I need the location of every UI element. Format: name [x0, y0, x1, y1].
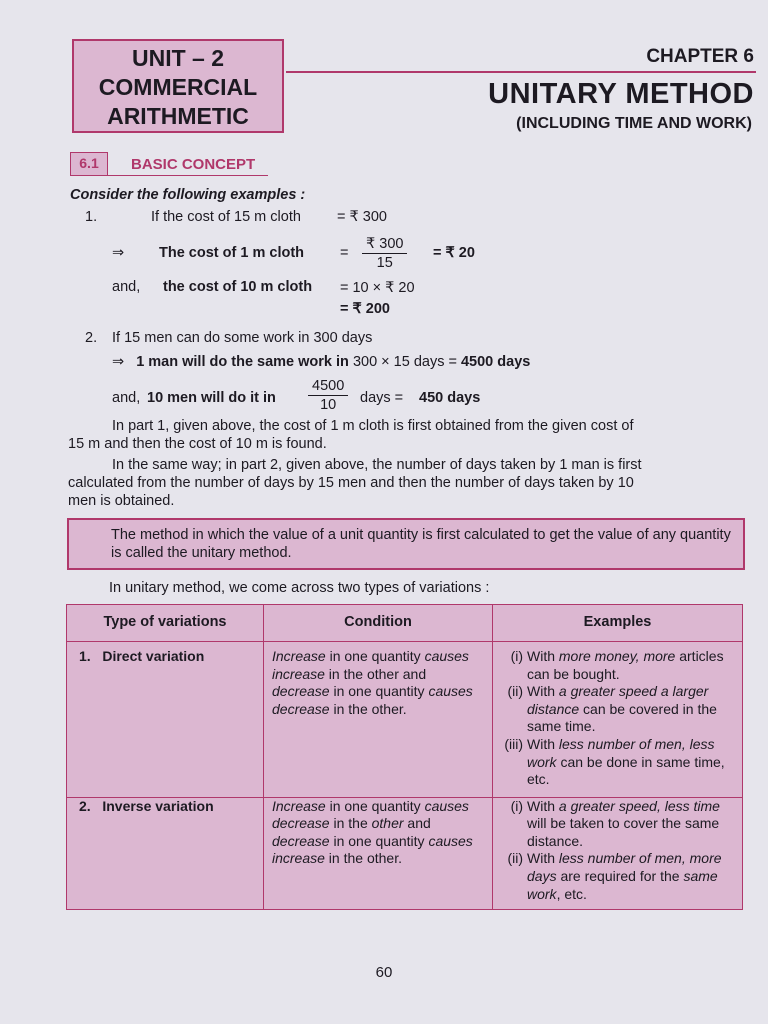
arrow-glyph: ⇒ — [112, 354, 125, 370]
fraction-numerator: ₹ 300 — [362, 235, 407, 254]
implies-arrow-2 — [112, 353, 530, 371]
cond-text: Increase — [272, 797, 326, 814]
example-index: (i) — [510, 797, 523, 814]
example-item — [493, 798, 738, 851]
cond-text: causes decrease — [272, 797, 469, 832]
cond-text: causes decrease — [272, 683, 473, 717]
example2-line1: If 15 men can do some work in 300 days — [112, 330, 373, 346]
cond-text: in one quantity — [329, 683, 429, 700]
row2-condition — [264, 797, 493, 909]
ex-text: With — [527, 683, 559, 700]
chapter-label: CHAPTER 6 — [646, 46, 754, 67]
example-index: (i) — [510, 648, 523, 664]
example2-line3-end: 450 days — [419, 390, 481, 406]
header-rule — [286, 71, 756, 73]
ex-text: With — [527, 735, 559, 752]
row1-condition — [264, 642, 493, 798]
ex-text: a greater speed, less time — [558, 797, 720, 814]
ex-text: less number of men, less work — [527, 735, 715, 770]
cond-text: in the other. — [324, 850, 402, 867]
section-title: BASIC CONCEPT — [131, 156, 256, 173]
ex-text: With — [527, 850, 559, 867]
example1-fraction — [362, 235, 407, 272]
cond-text: other — [371, 815, 404, 832]
example1-line3-right: = 10 × ₹ 20 — [340, 280, 415, 296]
example2-number: 2. — [85, 330, 98, 346]
cond-text: causes increase — [272, 648, 469, 682]
cond-text: Increase — [272, 648, 326, 664]
row1-type: 1. Direct variation — [67, 642, 264, 798]
ex-text: more money, more — [558, 648, 676, 664]
example2-line2-end: 4500 days — [460, 354, 531, 370]
section-number: 6.1 — [70, 152, 108, 176]
ex-text: less number of men, more days — [527, 850, 722, 885]
cond-text: in the other and — [324, 665, 427, 682]
example-item — [493, 736, 738, 789]
example1-equals: = — [340, 245, 349, 261]
ex-text: are required for the — [556, 868, 684, 885]
example1-line3-left: the cost of 10 m cloth — [163, 279, 313, 295]
example2-line2-mid: 300 × 15 days = — [352, 354, 457, 370]
row2-examples — [493, 797, 743, 909]
table-row — [67, 642, 743, 798]
variations-table — [66, 604, 743, 910]
header-type: Type of variations — [67, 605, 264, 642]
cond-text: in one quantity — [329, 832, 429, 849]
intro-text: Consider the following examples : — [70, 187, 306, 203]
variations-intro: In unitary method, we come across two types of variations : — [109, 580, 490, 596]
example2-fraction — [308, 377, 348, 414]
paragraph2-line2: calculated from the number of days by 15 men and then the number of days taken by 10 — [68, 475, 634, 491]
unit-box — [72, 39, 284, 133]
example-index: (iii) — [504, 735, 523, 752]
section-rule — [108, 175, 268, 176]
ex-text: With — [527, 797, 559, 814]
definition-box: The method in which the value of a unit quantity is first calculated to get the value of any quantity is called the unitary method. — [67, 518, 745, 570]
cond-text: decrease — [272, 683, 330, 700]
header-examples: Examples — [493, 605, 743, 642]
fraction-denominator: 10 — [320, 397, 337, 413]
row2-type: 2. Inverse variation — [67, 797, 264, 909]
paragraph2-line1: In the same way; in part 2, given above, the number of days taken by 1 man is first — [112, 457, 642, 473]
paragraph2-line3: men is obtained. — [68, 493, 175, 509]
cond-text: decrease — [272, 832, 330, 849]
ex-text: will be taken to cover the same distance. — [527, 815, 720, 849]
example-item — [493, 683, 738, 736]
ex-text: can be done in same time, etc. — [527, 753, 725, 788]
fraction-denominator: 15 — [376, 255, 393, 271]
example1-line4-right: = ₹ 200 — [340, 301, 390, 317]
example1-line1-left: If the cost of 15 m cloth — [151, 209, 301, 225]
example1-number: 1. — [85, 209, 98, 225]
ex-text: same work — [527, 868, 718, 902]
cond-text: and — [403, 815, 431, 832]
ex-text: can be covered in the same time. — [527, 700, 717, 735]
example2-line2-bold: 1 man will do the same work in — [136, 354, 349, 370]
page-number: 60 — [375, 964, 393, 981]
cond-text: in one quantity — [325, 648, 425, 664]
example1-line1-right: = ₹ 300 — [337, 209, 387, 225]
unit-title-line1: COMMERCIAL — [98, 74, 258, 100]
unit-label: UNIT – 2 — [131, 45, 225, 71]
paragraph1-line1: In part 1, given above, the cost of 1 m cloth is first obtained from the given cost of — [112, 418, 634, 434]
example1-line2-left: The cost of 1 m cloth — [159, 245, 305, 261]
table-header-row — [67, 605, 743, 642]
paragraph1-line2: 15 m and then the cost of 10 m is found. — [68, 436, 327, 452]
example1-and: and, — [112, 279, 141, 295]
ex-text: , etc. — [556, 885, 587, 902]
example-index: (ii) — [507, 683, 523, 700]
cond-text: in the other. — [329, 700, 407, 717]
unit-title-line2: ARITHMETIC — [107, 103, 249, 129]
example2-line3-mid: days = — [360, 390, 404, 406]
cond-text: in one quantity — [325, 797, 425, 814]
example2-line3-bold: 10 men will do it in — [147, 390, 276, 406]
chapter-title: UNITARY METHOD — [488, 78, 754, 110]
ex-text: a greater speed a larger distance — [527, 683, 709, 717]
implies-arrow: ⇒ — [112, 245, 125, 261]
example-index: (ii) — [507, 850, 523, 867]
fraction-numerator: 4500 — [308, 377, 348, 396]
ex-text: With — [527, 648, 559, 664]
chapter-subtitle: (INCLUDING TIME AND WORK) — [516, 115, 752, 132]
cond-text: causes increase — [272, 832, 473, 867]
cond-text: in the — [329, 815, 372, 832]
table-row — [67, 797, 743, 909]
row1-examples — [493, 642, 743, 798]
header-condition: Condition — [264, 605, 493, 642]
example-item — [493, 648, 738, 683]
example2-and: and, — [112, 390, 141, 406]
example-item — [493, 850, 738, 903]
example1-line2-right: = ₹ 20 — [433, 245, 475, 261]
ex-text: articles can be bought. — [527, 648, 724, 682]
